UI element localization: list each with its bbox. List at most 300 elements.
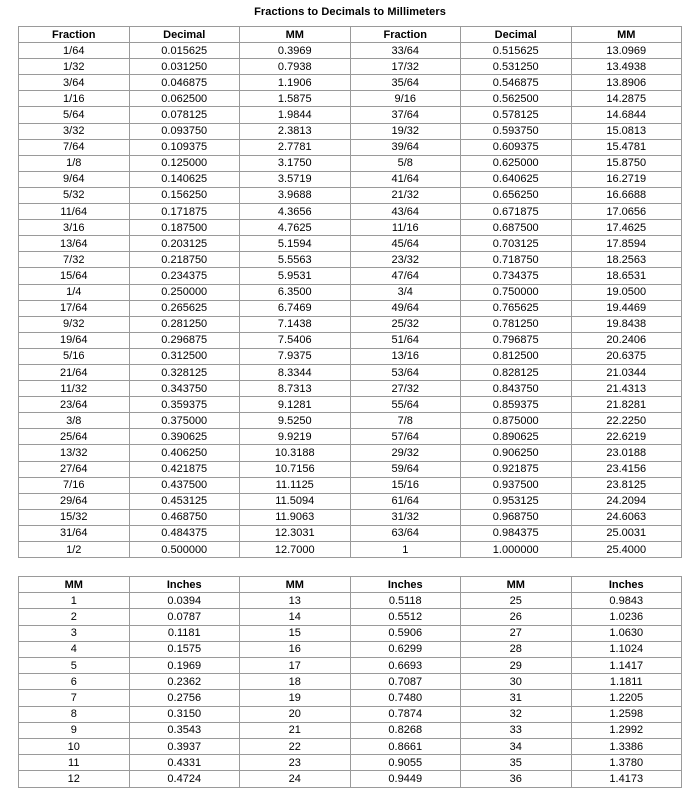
table-cell: 27/32 (350, 381, 461, 397)
column-header: MM (19, 577, 130, 593)
table-row (19, 690, 682, 706)
table-cell: 3.1750 (240, 155, 351, 171)
table-cell: 7/8 (350, 413, 461, 429)
table-header (19, 577, 682, 593)
table-cell: 0.5118 (350, 593, 461, 609)
table-cell: 16.2719 (571, 171, 682, 187)
table-cell: 14.2875 (571, 91, 682, 107)
table-cell: 17.4625 (571, 220, 682, 236)
table-row (19, 316, 682, 332)
table-cell: 1.4173 (571, 771, 682, 787)
table-row (19, 738, 682, 754)
table-cell: 9.5250 (240, 413, 351, 429)
table-cell: 57/64 (350, 429, 461, 445)
table-cell: 20 (240, 706, 351, 722)
table-cell: 5/64 (19, 107, 130, 123)
table-cell: 3/32 (19, 123, 130, 139)
table-cell: 0.718750 (461, 252, 572, 268)
table-cell: 29/64 (19, 493, 130, 509)
table-row (19, 593, 682, 609)
table-row (19, 413, 682, 429)
table-cell: 8.3344 (240, 364, 351, 380)
table-cell: 0.421875 (129, 461, 240, 477)
table-cell: 15.4781 (571, 139, 682, 155)
table-cell: 12 (19, 771, 130, 787)
table-cell: 21/64 (19, 364, 130, 380)
table-cell: 9/16 (350, 91, 461, 107)
table-body (19, 593, 682, 787)
table-row (19, 429, 682, 445)
table-row (19, 139, 682, 155)
table-cell: 33 (461, 722, 572, 738)
table-cell: 0.546875 (461, 75, 572, 91)
table-cell: 1.1811 (571, 674, 682, 690)
table-cell: 0.328125 (129, 364, 240, 380)
table-cell: 8.7313 (240, 381, 351, 397)
table-cell: 25 (461, 593, 572, 609)
table-cell: 1.0630 (571, 625, 682, 641)
table-cell: 22.6219 (571, 429, 682, 445)
table-cell: 2.3813 (240, 123, 351, 139)
table-cell: 24 (240, 771, 351, 787)
table-cell: 1/8 (19, 155, 130, 171)
table-cell: 0.156250 (129, 187, 240, 203)
table-cell: 0.078125 (129, 107, 240, 123)
table-row (19, 75, 682, 91)
column-header: MM (240, 27, 351, 43)
table-row (19, 204, 682, 220)
table-cell: 4.7625 (240, 220, 351, 236)
table-row (19, 236, 682, 252)
table-cell: 30 (461, 674, 572, 690)
table-cell: 23/32 (350, 252, 461, 268)
table-cell: 0.7938 (240, 59, 351, 75)
table-cell: 9.9219 (240, 429, 351, 445)
table-cell: 0.515625 (461, 43, 572, 59)
table-row (19, 525, 682, 541)
table-cell: 0.671875 (461, 204, 572, 220)
table-cell: 5/16 (19, 348, 130, 364)
table-cell: 0.984375 (461, 525, 572, 541)
table-cell: 0.0394 (129, 593, 240, 609)
table-cell: 5.1594 (240, 236, 351, 252)
table-cell: 8 (19, 706, 130, 722)
table-row (19, 609, 682, 625)
table-cell: 1/2 (19, 542, 130, 558)
table-cell: 0.4724 (129, 771, 240, 787)
table-cell: 0.375000 (129, 413, 240, 429)
table-cell: 5/32 (19, 187, 130, 203)
table-cell: 9/64 (19, 171, 130, 187)
table-cell: 13/32 (19, 445, 130, 461)
column-header: Decimal (461, 27, 572, 43)
column-header: Fraction (19, 27, 130, 43)
table-row (19, 658, 682, 674)
table-cell: 47/64 (350, 268, 461, 284)
table-cell: 15.0813 (571, 123, 682, 139)
table-cell: 3.5719 (240, 171, 351, 187)
table-cell: 14 (240, 609, 351, 625)
table-cell: 0.234375 (129, 268, 240, 284)
table-row (19, 493, 682, 509)
table-cell: 1/4 (19, 284, 130, 300)
table-row (19, 252, 682, 268)
table-cell: 13.4938 (571, 59, 682, 75)
table-cell: 0.906250 (461, 445, 572, 461)
table-cell: 27/64 (19, 461, 130, 477)
table-cell: 0.781250 (461, 316, 572, 332)
table-cell: 55/64 (350, 397, 461, 413)
table-cell: 21 (240, 722, 351, 738)
table-cell: 18 (240, 674, 351, 690)
table-cell: 20.6375 (571, 348, 682, 364)
table-cell: 3/8 (19, 413, 130, 429)
table-cell: 21/32 (350, 187, 461, 203)
table-cell: 26 (461, 609, 572, 625)
table-cell: 18.2563 (571, 252, 682, 268)
table-cell: 7.9375 (240, 348, 351, 364)
table-header (19, 27, 682, 43)
table-cell: 0.921875 (461, 461, 572, 477)
table-cell: 13.0969 (571, 43, 682, 59)
table-cell: 0.562500 (461, 91, 572, 107)
table-cell: 43/64 (350, 204, 461, 220)
table-cell: 1.2205 (571, 690, 682, 706)
column-header: MM (461, 577, 572, 593)
table-row (19, 284, 682, 300)
table-cell: 0.3150 (129, 706, 240, 722)
table-row (19, 625, 682, 641)
table-cell: 0.843750 (461, 381, 572, 397)
table-cell: 18.6531 (571, 268, 682, 284)
table-cell: 0.593750 (461, 123, 572, 139)
table-cell: 29/32 (350, 445, 461, 461)
table-cell: 5/8 (350, 155, 461, 171)
table-cell: 13 (240, 593, 351, 609)
table-cell: 25.4000 (571, 542, 682, 558)
table-row (19, 477, 682, 493)
table-row (19, 755, 682, 771)
table-cell: 27 (461, 625, 572, 641)
table-cell: 25/32 (350, 316, 461, 332)
table-cell: 1.1417 (571, 658, 682, 674)
table-cell: 3.9688 (240, 187, 351, 203)
table-cell: 0.187500 (129, 220, 240, 236)
table-cell: 0.5906 (350, 625, 461, 641)
table-cell: 0.687500 (461, 220, 572, 236)
table-cell: 34 (461, 738, 572, 754)
table-cell: 1/32 (19, 59, 130, 75)
table-row (19, 155, 682, 171)
table-cell: 0.1575 (129, 641, 240, 657)
table-cell: 0.8661 (350, 738, 461, 754)
table-cell: 0.875000 (461, 413, 572, 429)
table-cell: 12.7000 (240, 542, 351, 558)
table-cell: 35/64 (350, 75, 461, 91)
table-cell: 1.0236 (571, 609, 682, 625)
table-cell: 0.4331 (129, 755, 240, 771)
table-cell: 25/64 (19, 429, 130, 445)
table-cell: 3 (19, 625, 130, 641)
table-cell: 12.3031 (240, 525, 351, 541)
table-cell: 21.0344 (571, 364, 682, 380)
table-cell: 11/32 (19, 381, 130, 397)
table-row (19, 59, 682, 75)
table-cell: 15/32 (19, 509, 130, 525)
table-cell: 0.453125 (129, 493, 240, 509)
table-cell: 0.500000 (129, 542, 240, 558)
table-cell: 0.015625 (129, 43, 240, 59)
table-cell: 3/64 (19, 75, 130, 91)
table-cell: 0.296875 (129, 332, 240, 348)
table-cell: 1.1906 (240, 75, 351, 91)
table-cell: 15 (240, 625, 351, 641)
table-cell: 19.8438 (571, 316, 682, 332)
table-row (19, 461, 682, 477)
table-cell: 0.734375 (461, 268, 572, 284)
table-cell: 11.1125 (240, 477, 351, 493)
table-cell: 0.859375 (461, 397, 572, 413)
table-cell: 20.2406 (571, 332, 682, 348)
table-cell: 16.6688 (571, 187, 682, 203)
table-row (19, 542, 682, 558)
table-cell: 0.625000 (461, 155, 572, 171)
table-cell: 19/64 (19, 332, 130, 348)
table-row (19, 43, 682, 59)
table-row (19, 187, 682, 203)
table-cell: 0.3543 (129, 722, 240, 738)
table-cell: 17/64 (19, 300, 130, 316)
table-cell: 23.4156 (571, 461, 682, 477)
table-cell: 22 (240, 738, 351, 754)
table-cell: 24.2094 (571, 493, 682, 509)
table-cell: 25.0031 (571, 525, 682, 541)
table-cell: 33/64 (350, 43, 461, 59)
table-cell: 49/64 (350, 300, 461, 316)
column-header: Fraction (350, 27, 461, 43)
table-cell: 23/64 (19, 397, 130, 413)
table-cell: 0.937500 (461, 477, 572, 493)
table-cell: 3/4 (350, 284, 461, 300)
table-cell: 11/64 (19, 204, 130, 220)
table-cell: 1 (350, 542, 461, 558)
table-cell: 5.5563 (240, 252, 351, 268)
table-cell: 0.609375 (461, 139, 572, 155)
table-cell: 15/16 (350, 477, 461, 493)
table-cell: 0.578125 (461, 107, 572, 123)
table-cell: 0.1969 (129, 658, 240, 674)
table-cell: 0.359375 (129, 397, 240, 413)
table-cell: 1/64 (19, 43, 130, 59)
table-cell: 7 (19, 690, 130, 706)
table-cell: 0.9055 (350, 755, 461, 771)
table-row (19, 268, 682, 284)
table-cell: 31/32 (350, 509, 461, 525)
table-cell: 13/64 (19, 236, 130, 252)
table-row (19, 107, 682, 123)
table-cell: 1.3780 (571, 755, 682, 771)
table-cell: 10.3188 (240, 445, 351, 461)
fractions-to-decimals-to-millimeters-table (18, 26, 682, 558)
table-cell: 0.0787 (129, 609, 240, 625)
table-cell: 0.1181 (129, 625, 240, 641)
table-divider-space (18, 558, 682, 576)
table-cell: 19.0500 (571, 284, 682, 300)
table-cell: 37/64 (350, 107, 461, 123)
table-cell: 59/64 (350, 461, 461, 477)
table-row (19, 171, 682, 187)
table-cell: 2 (19, 609, 130, 625)
table-cell: 41/64 (350, 171, 461, 187)
table-cell: 0.812500 (461, 348, 572, 364)
table-cell: 45/64 (350, 236, 461, 252)
table-cell: 61/64 (350, 493, 461, 509)
table-body (19, 43, 682, 558)
table-cell: 0.9449 (350, 771, 461, 787)
table-cell: 0.968750 (461, 509, 572, 525)
table-cell: 19.4469 (571, 300, 682, 316)
table-cell: 9 (19, 722, 130, 738)
table-cell: 1.000000 (461, 542, 572, 558)
table-cell: 13.8906 (571, 75, 682, 91)
column-header: MM (240, 577, 351, 593)
table-cell: 1 (19, 593, 130, 609)
table-cell: 1.2992 (571, 722, 682, 738)
table-cell: 17.0656 (571, 204, 682, 220)
table-row (19, 364, 682, 380)
table-cell: 2.7781 (240, 139, 351, 155)
table-cell: 0.7874 (350, 706, 461, 722)
table-cell: 0.5512 (350, 609, 461, 625)
table-cell: 3/16 (19, 220, 130, 236)
table-cell: 0.656250 (461, 187, 572, 203)
table-cell: 0.265625 (129, 300, 240, 316)
column-header: Inches (129, 577, 240, 593)
table-cell: 1.1024 (571, 641, 682, 657)
table-cell: 53/64 (350, 364, 461, 380)
table-cell: 0.218750 (129, 252, 240, 268)
table-cell: 7.5406 (240, 332, 351, 348)
table-cell: 0.281250 (129, 316, 240, 332)
table-cell: 0.531250 (461, 59, 572, 75)
table-cell: 0.8268 (350, 722, 461, 738)
table-cell: 21.8281 (571, 397, 682, 413)
table-cell: 29 (461, 658, 572, 674)
table-cell: 0.2756 (129, 690, 240, 706)
table-cell: 21.4313 (571, 381, 682, 397)
table-cell: 22.2250 (571, 413, 682, 429)
page-title: Fractions to Decimals to Millimeters (254, 6, 446, 18)
table-cell: 24.6063 (571, 509, 682, 525)
table-cell: 11/16 (350, 220, 461, 236)
table-cell: 0.031250 (129, 59, 240, 75)
table-cell: 31 (461, 690, 572, 706)
table-cell: 1/16 (19, 91, 130, 107)
table-row (19, 706, 682, 722)
table-cell: 7/64 (19, 139, 130, 155)
table-row (19, 397, 682, 413)
table-row (19, 91, 682, 107)
table-cell: 0.406250 (129, 445, 240, 461)
table-cell: 0.7087 (350, 674, 461, 690)
table-row (19, 641, 682, 657)
table-cell: 17 (240, 658, 351, 674)
table-cell: 5.9531 (240, 268, 351, 284)
table-cell: 36 (461, 771, 572, 787)
table-cell: 0.7480 (350, 690, 461, 706)
table-cell: 0.468750 (129, 509, 240, 525)
table-cell: 4 (19, 641, 130, 657)
header-row (19, 577, 682, 593)
column-header: MM (571, 27, 682, 43)
table-cell: 5 (19, 658, 130, 674)
table-row (19, 220, 682, 236)
column-header: Decimal (129, 27, 240, 43)
table-cell: 28 (461, 641, 572, 657)
table-cell: 16 (240, 641, 351, 657)
table-cell: 9/32 (19, 316, 130, 332)
table-row (19, 445, 682, 461)
table-cell: 0.109375 (129, 139, 240, 155)
table-cell: 6 (19, 674, 130, 690)
table-row (19, 722, 682, 738)
table-row (19, 123, 682, 139)
table-cell: 0.9843 (571, 593, 682, 609)
table-row (19, 381, 682, 397)
table-cell: 14.6844 (571, 107, 682, 123)
table-cell: 39/64 (350, 139, 461, 155)
table-cell: 0.437500 (129, 477, 240, 493)
table-cell: 23.0188 (571, 445, 682, 461)
table-row (19, 332, 682, 348)
table-cell: 10.7156 (240, 461, 351, 477)
table-cell: 19/32 (350, 123, 461, 139)
table-cell: 4.3656 (240, 204, 351, 220)
table-cell: 0.484375 (129, 525, 240, 541)
table-cell: 7/32 (19, 252, 130, 268)
table-cell: 19 (240, 690, 351, 706)
table-cell: 15/64 (19, 268, 130, 284)
table-cell: 13/16 (350, 348, 461, 364)
table-cell: 7/16 (19, 477, 130, 493)
table-cell: 10 (19, 738, 130, 754)
table-cell: 0.390625 (129, 429, 240, 445)
table-cell: 31/64 (19, 525, 130, 541)
table-cell: 1.5875 (240, 91, 351, 107)
table-cell: 0.3937 (129, 738, 240, 754)
table-cell: 1.2598 (571, 706, 682, 722)
table-row (19, 348, 682, 364)
table-row (19, 509, 682, 525)
table-cell: 0.171875 (129, 204, 240, 220)
column-header: Inches (571, 577, 682, 593)
table-cell: 9.1281 (240, 397, 351, 413)
table-cell: 0.750000 (461, 284, 572, 300)
table-cell: 0.890625 (461, 429, 572, 445)
table-cell: 0.640625 (461, 171, 572, 187)
table-cell: 7.1438 (240, 316, 351, 332)
table-cell: 11 (19, 755, 130, 771)
table-cell: 0.203125 (129, 236, 240, 252)
table-cell: 0.6299 (350, 641, 461, 657)
table-cell: 6.3500 (240, 284, 351, 300)
table-cell: 0.796875 (461, 332, 572, 348)
table-cell: 23.8125 (571, 477, 682, 493)
table-cell: 0.125000 (129, 155, 240, 171)
table-cell: 0.140625 (129, 171, 240, 187)
table-cell: 0.765625 (461, 300, 572, 316)
millimeters-to-inches-table (18, 576, 682, 787)
